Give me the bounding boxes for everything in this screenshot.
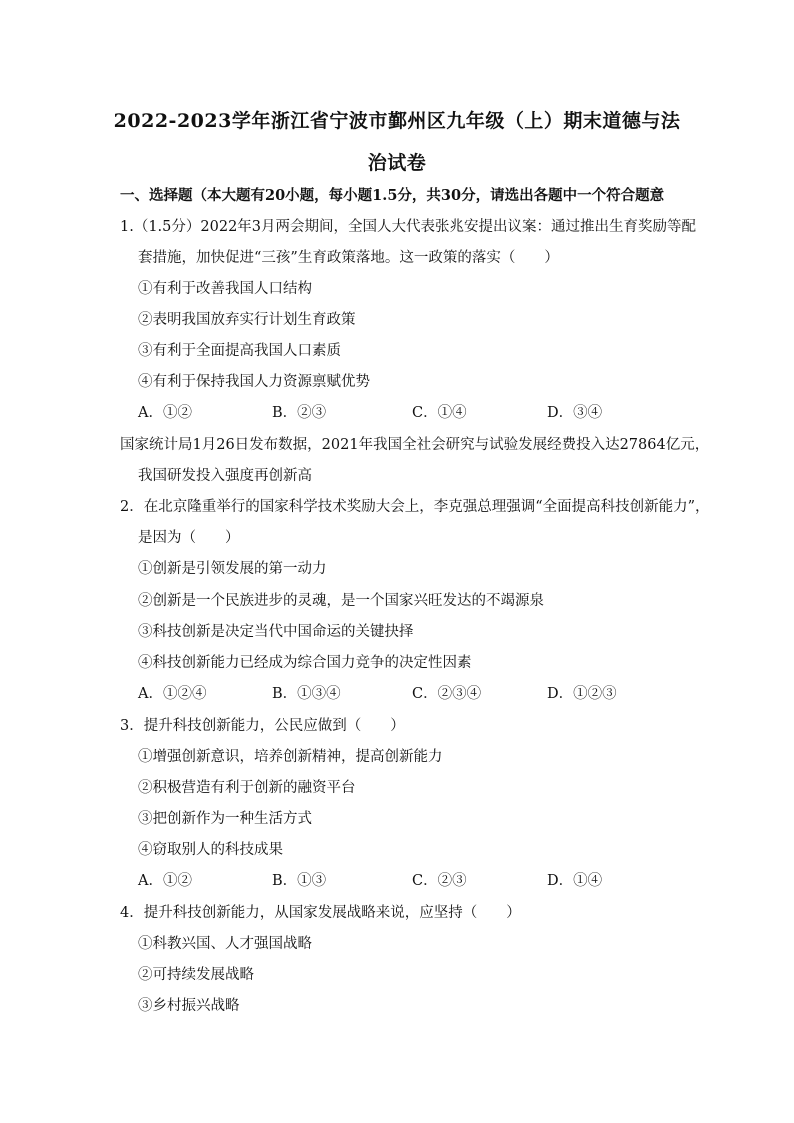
q1-option-d[interactable]: D．③④ <box>547 405 603 421</box>
q1-option-c[interactable]: C．①④ <box>412 405 467 421</box>
q2-option-c[interactable]: C．②③④ <box>412 686 482 702</box>
exam-title-line2: 治试卷 <box>367 152 427 174</box>
material-line1: 国家统计局1月26日发布数据，2021年我国全社会研究与试验发展经费投入达27864亿元， <box>120 437 710 453</box>
q2-stem-line1: 2．在北京隆重举行的国家科学技术奖励大会上，李克强总理强调“全面提高科技创新能力”， <box>120 499 710 515</box>
q3-item-3: ③把创新作为一种生活方式 <box>138 811 312 827</box>
q1-item-1: ①有利于改善我国人口结构 <box>138 281 312 297</box>
q4-item-1: ①科教兴国、人才强国战略 <box>138 936 312 952</box>
q4-stem-line1: 4．提升科技创新能力，从国家发展战略来说，应坚持（ ） <box>120 905 521 921</box>
q3-option-b[interactable]: B．①③ <box>272 873 327 889</box>
q3-item-2: ②积极营造有利于创新的融资平台 <box>138 780 356 796</box>
q4-item-3: ③乡村振兴战略 <box>138 998 240 1014</box>
section-heading: 一、选择题（本大题有20小题，每小题1.5分，共30分，请选出各题中一个符合题意 <box>120 187 665 204</box>
q1-item-3: ③有利于全面提高我国人口素质 <box>138 343 341 359</box>
q3-stem-line1: 3．提升科技创新能力，公民应做到（ ） <box>120 718 405 734</box>
q4-item-2: ②可持续发展战略 <box>138 967 254 983</box>
q3-item-4: ④窃取别人的科技成果 <box>138 842 283 858</box>
q1-option-a[interactable]: A．①② <box>138 405 192 421</box>
exam-title-line1: 2022-2023学年浙江省宁波市鄞州区九年级（上）期末道德与法 <box>113 110 681 132</box>
q2-option-d[interactable]: D．①②③ <box>547 686 617 702</box>
material-line2: 我国研发投入强度再创新高 <box>138 468 312 484</box>
q2-stem-line2: 是因为（ ） <box>138 530 240 546</box>
q2-item-4: ④科技创新能力已经成为综合国力竞争的决定性因素 <box>138 655 472 671</box>
q2-item-2: ②创新是一个民族进步的灵魂，是一个国家兴旺发达的不竭源泉 <box>138 593 544 609</box>
q2-item-3: ③科技创新是决定当代中国命运的关键抉择 <box>138 624 414 640</box>
q1-item-4: ④有利于保持我国人力资源禀赋优势 <box>138 374 370 390</box>
q3-option-d[interactable]: D．①④ <box>547 873 603 889</box>
q2-option-b[interactable]: B．①③④ <box>272 686 341 702</box>
q3-option-c[interactable]: C．②③ <box>412 873 467 889</box>
q1-option-b[interactable]: B．②③ <box>272 405 327 421</box>
q1-stem-line2: 套措施，加快促进“三孩”生育政策落地。这一政策的落实（ ） <box>138 250 559 266</box>
q2-option-a[interactable]: A．①②④ <box>138 686 207 702</box>
q1-item-2: ②表明我国放弃实行计划生育政策 <box>138 312 356 328</box>
q1-stem-line1: 1.（1.5分）2022年3月两会期间，全国人大代表张兆安提出议案：通过推出生育奖励等配 <box>120 219 697 235</box>
q2-item-1: ①创新是引领发展的第一动力 <box>138 561 327 577</box>
q3-item-1: ①增强创新意识，培养创新精神，提高创新能力 <box>138 749 443 765</box>
q3-option-a[interactable]: A．①② <box>138 873 192 889</box>
